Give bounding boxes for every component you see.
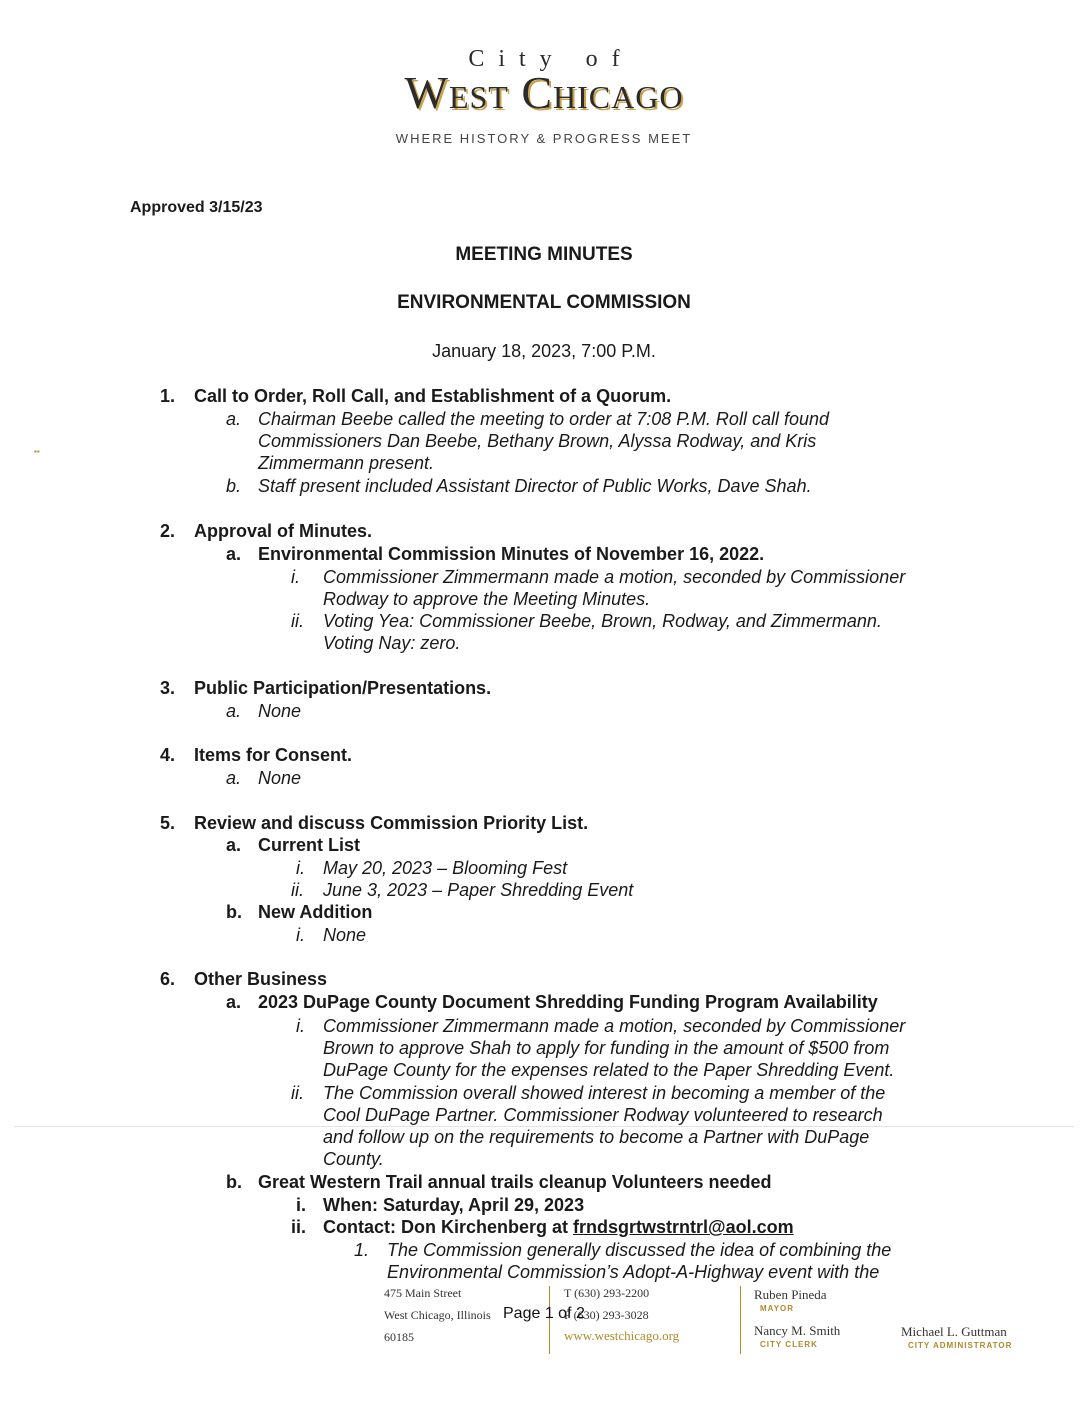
section-2a-i-line1: Commissioner Zimmermann made a motion, seconded by Commissioner [323, 567, 906, 587]
section-1-title: Call to Order, Roll Call, and Establishment of a Quorum. [194, 386, 672, 406]
section-3a-marker: a. [226, 701, 242, 721]
section-6a-i-line3: DuPage County for the expenses related to the Paper Shredding Event. [323, 1060, 895, 1080]
section-6b-ii-marker: ii. [291, 1217, 307, 1237]
section-5-number: 5. [160, 813, 176, 833]
contact-email-link[interactable]: frndsgrtwstrntrl@aol.com [573, 1217, 794, 1237]
section-2a-marker: a. [226, 544, 242, 564]
footer-clerk-title: CITY CLERK [760, 1340, 818, 1349]
scan-fold-line [14, 1126, 1074, 1127]
section-6a-marker: a. [226, 992, 242, 1012]
section-6a-ii-line4: County. [323, 1149, 384, 1169]
footer-website: www.westchicago.org [564, 1328, 680, 1343]
section-5b-title: New Addition [258, 902, 373, 922]
section-6a-ii-line3: and follow up on the requirements to become a Partner with DuPage [323, 1127, 870, 1147]
section-6b-ii-contact [323, 1216, 794, 1238]
section-5-title: Review and discuss Commission Priority List. [194, 813, 589, 833]
section-6b-title: Great Western Trail annual trails cleanup Volunteers needed [258, 1172, 772, 1192]
section-2a-ii-line2: Voting Nay: zero. [323, 633, 461, 653]
section-6b-i-marker: i. [296, 1195, 307, 1215]
section-5a-ii-marker: ii. [291, 880, 304, 900]
section-4a-text: None [258, 768, 302, 788]
section-6a-title: 2023 DuPage County Document Shredding Funding Program Availability [258, 992, 878, 1012]
section-6a-ii-marker: ii. [291, 1083, 304, 1103]
section-2-title: Approval of Minutes. [194, 521, 373, 541]
section-4-number: 4. [160, 745, 176, 765]
section-6a-i-line2: Brown to approve Shah to apply for funding in the amount of $500 from [323, 1038, 890, 1058]
section-6-title: Other Business [194, 969, 328, 989]
section-3-title: Public Participation/Presentations. [194, 678, 492, 698]
section-3-number: 3. [160, 678, 176, 698]
footer-administrator-name: Michael L. Guttman [901, 1324, 1007, 1339]
section-2a-ii-line1: Voting Yea: Commissioner Beebe, Brown, Rodway, and Zimmermann. [323, 611, 882, 631]
section-5a-i-text: May 20, 2023 – Blooming Fest [323, 858, 568, 878]
section-2-number: 2. [160, 521, 176, 541]
section-5b-i-marker: i. [296, 925, 305, 945]
footer-divider-2 [740, 1286, 741, 1354]
section-6b-marker: b. [226, 1172, 242, 1192]
section-2a-i-line2: Rodway to approve the Meeting Minutes. [323, 589, 651, 609]
section-1-number: 1. [160, 386, 176, 406]
footer-mayor-name: Ruben Pineda [754, 1287, 827, 1302]
contact-label: Contact: Don Kirchenberg at [323, 1217, 574, 1237]
section-5a-marker: a. [226, 835, 242, 855]
meeting-date: January 18, 2023, 7:00 P.M. [432, 341, 656, 361]
section-6a-ii-line2: Cool DuPage Partner. Commissioner Rodway volunteered to research [323, 1105, 883, 1125]
footer-mayor-title: MAYOR [760, 1304, 795, 1313]
margin-mark: ▪▪ [34, 447, 40, 456]
footer-address-street: 475 Main Street [384, 1286, 462, 1300]
section-5b-marker: b. [226, 902, 242, 922]
logo-city-of: City of [468, 46, 634, 72]
section-3a-text: None [258, 701, 302, 721]
section-6a-i-line1: Commissioner Zimmermann made a motion, seconded by Commissioner [323, 1016, 906, 1036]
section-6a-ii-line1: The Commission overall showed interest in becoming a member of the [323, 1083, 886, 1103]
section-2a-title: Environmental Commission Minutes of November 16, 2022. [258, 544, 765, 564]
logo-west-chicago: West Chicago [404, 67, 684, 118]
section-1a-line3: Zimmermann present. [258, 453, 435, 473]
section-4a-marker: a. [226, 768, 242, 788]
footer-administrator-title: CITY ADMINISTRATOR [908, 1341, 1013, 1350]
commission-name: ENVIRONMENTAL COMMISSION [397, 292, 691, 313]
section-5b-i-text: None [323, 925, 367, 945]
section-5a-i-marker: i. [296, 858, 305, 878]
section-1a-line2: Commissioners Dan Beebe, Bethany Brown, Alyssa Rodway, and Kris [258, 431, 817, 451]
footer-address-zip: 60185 [384, 1330, 414, 1344]
section-5a-ii-text: June 3, 2023 – Paper Shredding Event [323, 880, 634, 900]
section-6b-1-marker: 1. [354, 1240, 370, 1260]
approved-stamp: Approved 3/15/23 [130, 199, 263, 216]
section-4-title: Items for Consent. [194, 745, 353, 765]
section-6a-i-marker: i. [296, 1016, 305, 1036]
footer-address-city: West Chicago, Illinois [384, 1308, 491, 1322]
section-6b-1-line1: The Commission generally discussed the idea of combining the [387, 1240, 892, 1260]
section-6b-i-text: When: Saturday, April 29, 2023 [323, 1195, 585, 1215]
section-5a-title: Current List [258, 835, 361, 855]
footer-telephone: T (630) 293-2200 [564, 1286, 650, 1300]
section-1b-line1: Staff present included Assistant Director of Public Works, Dave Shah. [258, 476, 812, 496]
section-2a-i-marker: i. [291, 567, 300, 587]
section-1a-marker: a. [226, 409, 242, 429]
section-2a-ii-marker: ii. [291, 611, 304, 631]
footer-fax: F (630) 293-3028 [564, 1308, 649, 1322]
footer-clerk-name: Nancy M. Smith [754, 1323, 841, 1338]
section-1a-line1: Chairman Beebe called the meeting to order at 7:08 P.M. Roll call found [258, 409, 829, 429]
logo-tagline: WHERE HISTORY & PROGRESS MEET [395, 131, 693, 146]
page-number: Page 1 of 2 [503, 1305, 585, 1322]
document-title: MEETING MINUTES [455, 244, 633, 265]
section-6b-1-line2: Environmental Commission’s Adopt-A-Highway event with the [387, 1262, 880, 1282]
section-1b-marker: b. [226, 476, 242, 496]
section-6-number: 6. [160, 969, 176, 989]
